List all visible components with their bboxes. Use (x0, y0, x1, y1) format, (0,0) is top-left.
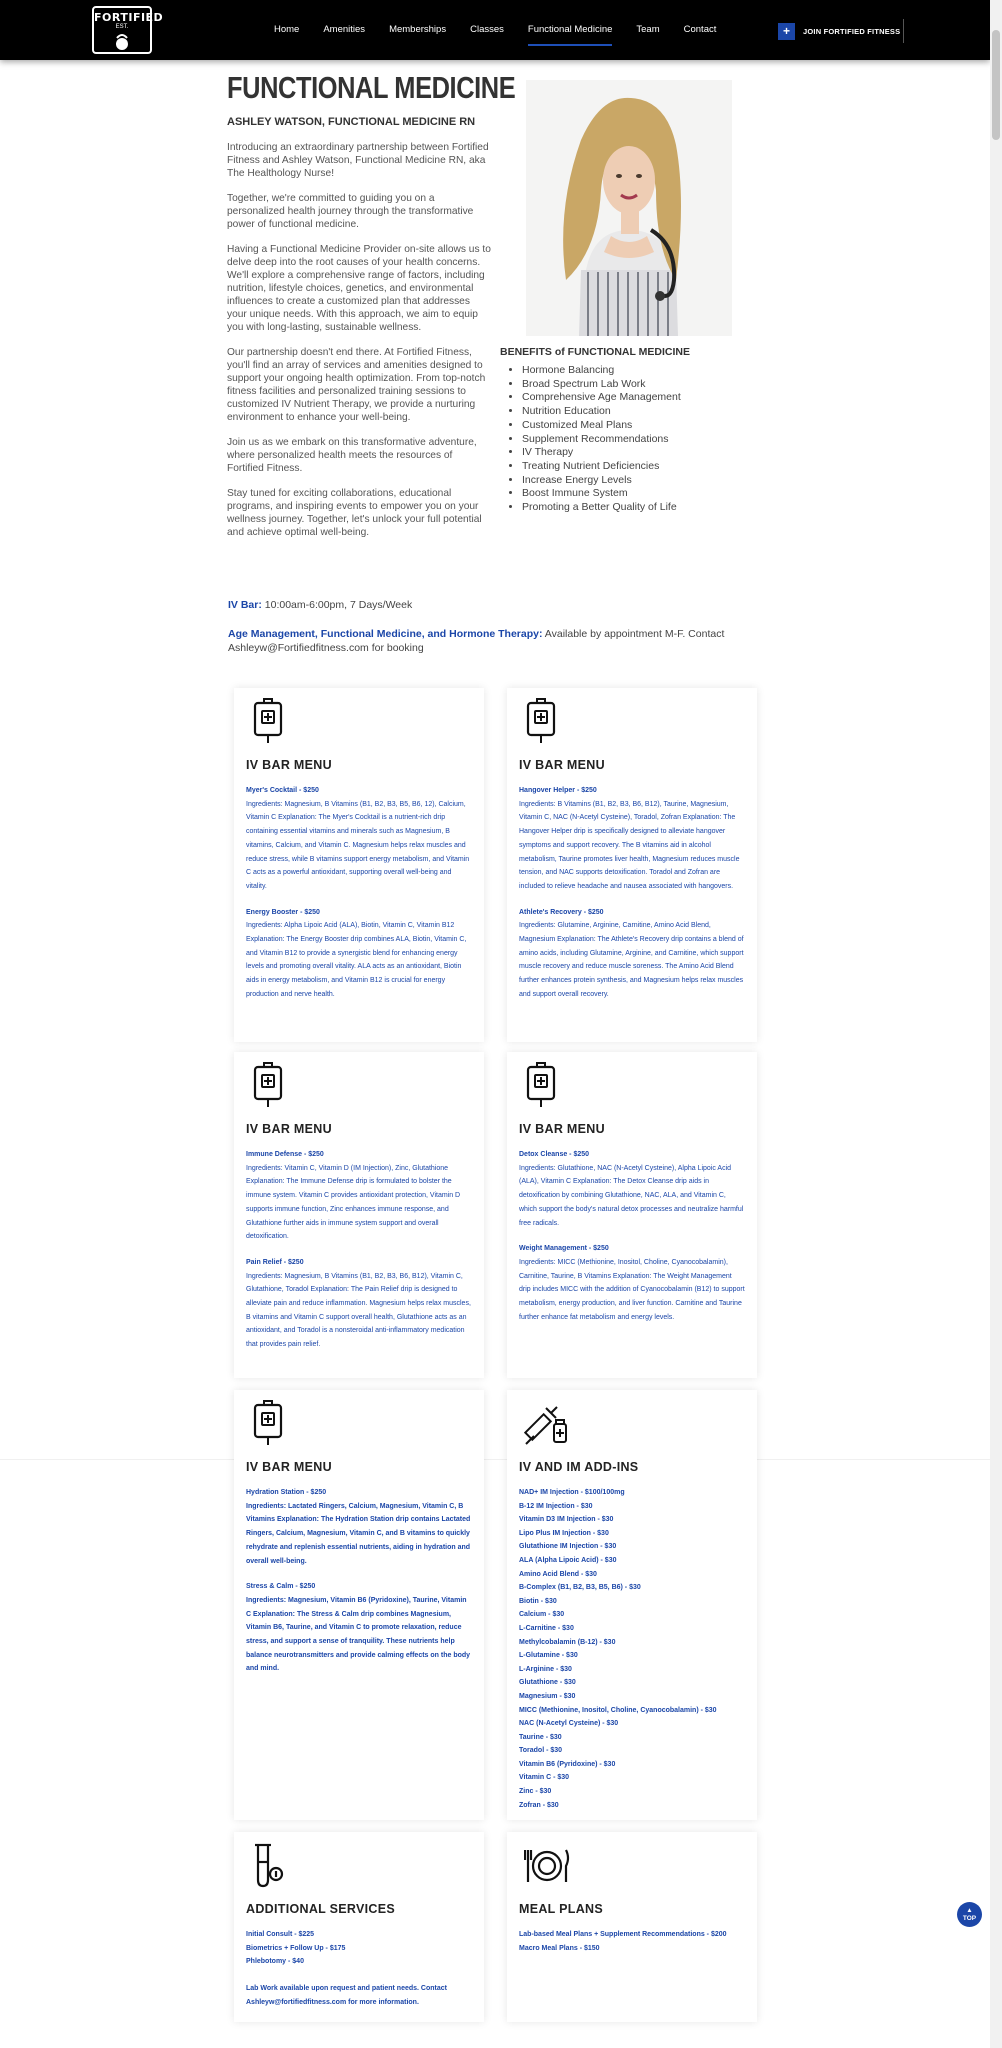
menu-item-description: Ingredients: Alpha Lipoic Acid (ALA), Biotin, Vitamin C, Vitamin B12 Explanation: The Energy Booster drip combines ALA, Biotin, Vitamin C, and Vitamin B12 to provide a synergistic blend for enhancing energy levels and promoting overall vitality. ALA acts as an antioxidant, Biotin aids in energy metabolism, and Vitamin B12 is crucial for energy production and nerve health. (246, 922, 467, 998)
card-body (246, 1148, 472, 1364)
join-button-label: JOIN FORTIFIED FITNESS (803, 26, 901, 36)
age-management-info (228, 627, 748, 655)
menu-item-description: Ingredients: Magnesium, B Vitamins (B1, B2, B3, B5, B6, 12), Calcium, Vitamin C Explanation: The Myer's Cocktail is a nutrient-rich drip containing essential vitamins and minerals such as Magnesium, B vitamins, Calcium, and Vitamin C. Magnesium helps relax muscles and reduce stress, while B vitamins support energy metabolism, and Vitamin C acts as a powerful antioxidant, supporting overall well-being and vitality. (246, 800, 470, 890)
list-item: • Hormone Balancing (522, 364, 681, 378)
card-title: IV BAR MENU (519, 1122, 605, 1136)
list-item: Calcium - $30 (519, 1611, 565, 1619)
intro-paragraph: Our partnership doesn't end there. At Fortified Fitness, you'll find an array of services and amenities designed to support your ongoing health optimization. From top-notch fitness facilities and personalized training sessions to customized IV Nutrient Therapy, we provide a nurturing environment to enhance your well-being. (227, 347, 486, 423)
menu-item-description: Ingredients: B Vitamins (B1, B2, B3, B6, B12), Taurine, Magnesium, Vitamin C, NAC (N-Acetyl Cysteine), Toradol, Zofran Explanation: The Hangover Helper drip is specifically designed to alleviate hangover symptoms and support recovery. The B vitamins aid in alcohol metabolism, Taurine promotes liver health, Magnesium reduces muscle tension, and NAC supports detoxification. Toradol and Zofran are included to relieve headache and nausea associated with hangovers. (519, 800, 740, 890)
iv-bar-value: 10:00am-6:00pm, 7 Days/Week (261, 599, 413, 611)
age-management-value: Available by appointment M-F. Contact Ashleyw@Fortifiedfitness.com for booking (228, 628, 725, 654)
add-ins-card (507, 1390, 757, 1820)
fortified-logo[interactable] (92, 6, 164, 54)
logo-title: FORTIFIED (94, 11, 164, 24)
menu-item-heading: Stress & Calm - $250 (246, 1583, 316, 1591)
test-tube-icon (251, 1842, 285, 1888)
nav-team[interactable]: Team (636, 24, 660, 35)
benefits-list (506, 364, 681, 515)
list-item: Vitamin B6 (Pyridoxine) - $30 (519, 1760, 616, 1768)
nav-amenities[interactable]: Amenities (323, 24, 366, 35)
card-body (519, 1928, 745, 1955)
card-title: MEAL PLANS (519, 1902, 604, 1916)
list-item: Vitamin C - $30 (519, 1774, 570, 1782)
scrollbar-thumb[interactable] (992, 30, 1000, 140)
card-body (519, 1148, 745, 1336)
list-item: L-Arginine - $30 (519, 1665, 572, 1673)
list-item: • IV Therapy (522, 446, 681, 460)
main-nav (274, 0, 740, 60)
list-item: Macro Meal Plans - $150 (519, 1944, 600, 1952)
list-item: Methylcobalamin (B-12) - $30 (519, 1638, 616, 1646)
list-item: Initial Consult - $225 (246, 1931, 315, 1938)
menu-item-description: Ingredients: Lactated Ringers, Calcium, Magnesium, Vitamin C, B Vitamins Explanation: The Hydration Station drip contains Lactated Ringers, Calcium, Magnesium, Vitamin C, and B vitamins to quickly rehydrate and replenish essential nutrients, aiding in hydration and overall well-being. (246, 1502, 471, 1565)
list-item: • Customized Meal Plans (522, 419, 681, 433)
nav-functional-medicine[interactable]: Functional Medicine (528, 0, 613, 60)
list-item: Lipo Plus IM Injection - $30 (519, 1529, 609, 1537)
intro-paragraph: Together, we're committed to guiding you on a personalized health journey through the transformative power of functional medicine. (227, 193, 474, 230)
menu-item-description: Ingredients: Glutamine, Arginine, Carnitine, Amino Acid Blend, Magnesium Explanation: The Athlete's Recovery drip contains a blend of amino acids, including Glutamine, Arginine, and Carnitine, which support muscle recovery and reduce muscle soreness. The Amino Acid Blend further enhances protein synthesis, and Magnesium helps relax muscles and support overall recovery. (519, 922, 744, 998)
list-item: • Promoting a Better Quality of Life (522, 501, 681, 515)
iv-bag-icon (251, 1400, 285, 1446)
card-body (519, 784, 745, 1014)
meal-plate-icon (524, 1842, 570, 1888)
back-to-top-button[interactable] (957, 1902, 982, 1927)
nav-home[interactable]: Home (274, 24, 300, 35)
iv-bar-menu-card (507, 688, 757, 1042)
list-item: NAC (N-Acetyl Cysteine) - $30 (519, 1720, 619, 1728)
iv-bag-icon (524, 698, 558, 744)
card-body (246, 1486, 472, 1688)
card-title: IV BAR MENU (519, 758, 605, 772)
list-item: Biotin - $30 (519, 1597, 557, 1605)
intro-paragraph: Stay tuned for exciting collaborations, educational programs, and inspiring events to empower you on your wellness journey. Together, let's unlock your full potential and achieve optimal well-being. (227, 488, 482, 538)
menu-item-heading: Pain Relief - $250 (246, 1258, 304, 1266)
list-item: L-Carnitine - $30 (519, 1624, 574, 1632)
menu-item-heading: Hangover Helper - $250 (519, 787, 597, 794)
list-item: • Broad Spectrum Lab Work (522, 378, 681, 392)
iv-bag-icon (524, 1062, 558, 1108)
menu-item-heading: Energy Booster - $250 (246, 908, 320, 916)
lab-work-note: Lab Work available upon request and patient needs. Contact Ashleyw@fortifiedfitness.com for more information. (246, 1985, 447, 2006)
list-item: • Boost Immune System (522, 487, 681, 501)
intro-paragraph: Join us as we embark on this transformative adventure, where personalized health meets the resources of Fortified Fitness. (227, 437, 477, 474)
list-item: Vitamin D3 IM Injection - $30 (519, 1516, 614, 1524)
menu-item-heading: Myer's Cocktail - $250 (246, 787, 319, 794)
list-item: • Nutrition Education (522, 405, 681, 419)
menu-item-heading: Hydration Station - $250 (246, 1489, 327, 1496)
list-item: L-Glutamine - $30 (519, 1652, 578, 1660)
list-item: NAD+ IM Injection - $100/100mg (519, 1489, 625, 1496)
nav-classes[interactable]: Classes (470, 24, 504, 35)
list-item: • Supplement Recommendations (522, 433, 681, 447)
list-item: Glutathione - $30 (519, 1679, 576, 1687)
plus-icon: + (778, 23, 795, 40)
list-item: Toradol - $30 (519, 1747, 563, 1755)
card-title: IV AND IM ADD-INS (519, 1460, 639, 1474)
intro-paragraph: Having a Functional Medicine Provider on-site allows us to delve deep into the root causes of your health concerns. We'll explore a comprehensive range of factors, including nutrition, lifestyle choices, genetics, and environmental influences to create a customized plan that addresses your unique needs. With this approach, we aim to equip you with long-lasting, sustainable wellness. (227, 244, 491, 333)
list-item: Taurine - $30 (519, 1733, 562, 1741)
arrow-up-icon: ▲ (966, 1907, 973, 1914)
page-subtitle: ASHLEY WATSON, FUNCTIONAL MEDICINE RN (227, 116, 476, 128)
intro-paragraph: Introducing an extraordinary partnership between Fortified Fitness and Ashley Watson, Functional Medicine RN, aka The Healthology Nurse! (227, 142, 489, 179)
list-item: Biometrics + Follow Up - $175 (246, 1944, 346, 1952)
card-title: IV BAR MENU (246, 1122, 332, 1136)
meal-plans-card (507, 1832, 757, 2022)
card-title: ADDITIONAL SERVICES (246, 1902, 396, 1916)
page-scrollbar[interactable] (990, 0, 1002, 2048)
menu-item-description: Ingredients: Magnesium, Vitamin B6 (Pyridoxine), Taurine, Vitamin C Explanation: The Stress & Calm drip combines Magnesium, Vitamin B6, Taurine, and Vitamin C to promote relaxation, reduce stress, and support a sense of tranquility. These nutrients help balance neurotransmitters and provide calming effects on the body and mind. (246, 1596, 471, 1673)
logo-sub: EST. (115, 24, 129, 30)
card-body (519, 1486, 745, 1812)
menu-item-description: Ingredients: Vitamin C, Vitamin D (IM Injection), Zinc, Glutathione Explanation: The Immune Defense drip is formulated to bolster the immune system. Vitamin C provides antioxidant protection, Vitamin D supports immune function, Zinc enhances immune response, and Glutathione further aids in immune system support and overall detoxification. (246, 1164, 461, 1241)
iv-bar-menu-card (234, 1052, 484, 1378)
card-title: IV BAR MENU (246, 1460, 332, 1474)
back-to-top-label: TOP (962, 1915, 977, 1922)
age-management-label: Age Management, Functional Medicine, and Hormone Therapy: (228, 628, 543, 640)
list-item: • Increase Energy Levels (522, 474, 681, 488)
iv-bar-menu-card (507, 1052, 757, 1378)
nav-memberships[interactable]: Memberships (389, 24, 447, 35)
list-item: Zofran - $30 (519, 1801, 559, 1809)
syringe-vial-icon (524, 1400, 570, 1446)
list-item: Magnesium - $30 (519, 1692, 576, 1700)
list-item: Zinc - $30 (519, 1788, 552, 1796)
menu-item-heading: Athlete's Recovery - $250 (519, 908, 604, 916)
iv-bar-label: IV Bar: (228, 599, 262, 611)
card-title: IV BAR MENU (246, 758, 332, 772)
list-item: Lab-based Meal Plans + Supplement Recommendations - $200 (519, 1931, 727, 1938)
menu-item-heading: Immune Defense - $250 (246, 1151, 324, 1158)
list-item: ALA (Alpha Lipoic Acid) - $30 (519, 1556, 617, 1564)
list-item: • Treating Nutrient Deficiencies (522, 460, 681, 474)
list-item: • Comprehensive Age Management (522, 391, 681, 405)
card-body (246, 1928, 472, 2010)
join-button[interactable] (778, 19, 904, 43)
list-item: B-Complex (B1, B2, B3, B5, B6) - $30 (519, 1584, 641, 1592)
page-title: FUNCTIONAL MEDICINE (227, 70, 516, 105)
benefits-title: BENEFITS of FUNCTIONAL MEDICINE (500, 346, 690, 358)
menu-item-description: Ingredients: Magnesium, B Vitamins (B1, B2, B3, B6, B12), Vitamin C, Glutathione, Toradol Explanation: The Pain Relief drip is designed to alleviate pain and reduce inflammation. Magnesium helps relax muscles, B vitamins and Vitamin C support overall health, Glutathione acts as an antioxidant, and Toradol is a nonsteroidal anti-inflammatory medication that provides pain relief. (246, 1272, 471, 1349)
provider-photo (526, 80, 732, 336)
section-divider (0, 1459, 990, 1460)
card-body (246, 784, 472, 1014)
menu-item-description: Ingredients: Glutathione, NAC (N-Acetyl Cysteine), Alpha Lipoic Acid (ALA), Vitamin C Explanation: The Detox Cleanse drip aids in detoxification by combining Glutathione, NAC, ALA, and Vitamin C, which support the body's natural detox processes and neutralize harmful free radicals. (519, 1164, 744, 1227)
list-item: Amino Acid Blend - $30 (519, 1570, 597, 1578)
menu-item-heading: Detox Cleanse - $250 (519, 1151, 590, 1158)
iv-bar-hours (228, 599, 412, 611)
intro-text (227, 141, 491, 551)
iv-bar-menu-card (234, 688, 484, 1042)
portrait-illustration (526, 80, 732, 336)
menu-item-description: Ingredients: MICC (Methionine, Inositol, Choline, Cyanocobalamin), Carnitine, Taurine, B Vitamins Explanation: The Weight Management drip includes MICC with the addition of Cyanocobalamin (B12) to support metabolism, energy production, and liver function. Carnitine and Taurine further enhance fat metabolism and energy levels. (519, 1258, 745, 1321)
menu-item-heading: Weight Management - $250 (519, 1245, 609, 1253)
list-item: MICC (Methionine, Inositol, Choline, Cyanocobalamin) - $30 (519, 1706, 717, 1714)
list-item: Phlebotomy - $40 (246, 1958, 304, 1966)
kettlebell-icon (110, 32, 134, 52)
list-item: Glutathione IM Injection - $30 (519, 1543, 617, 1551)
list-item: B-12 IM Injection - $30 (519, 1502, 593, 1510)
iv-bag-icon (251, 698, 285, 744)
iv-bar-menu-card (234, 1390, 484, 1820)
additional-services-card (234, 1832, 484, 2022)
site-header (0, 0, 990, 60)
nav-contact[interactable]: Contact (683, 24, 717, 35)
iv-bag-icon (251, 1062, 285, 1108)
